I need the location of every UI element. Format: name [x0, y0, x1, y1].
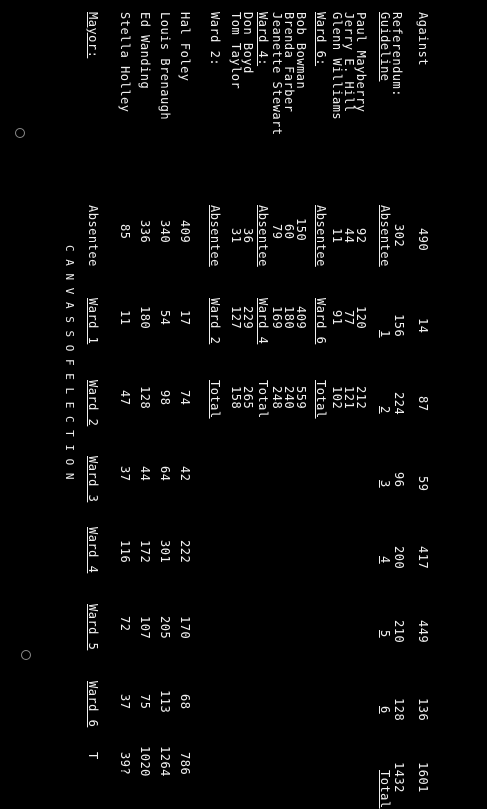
mayor-header-ward-6: Ward 6 [86, 681, 100, 728]
candidate-name: Jerry E. Hill [342, 12, 356, 113]
vote-count: 47 [118, 390, 132, 406]
mayor-header-ward-4: Ward 4 [86, 527, 100, 574]
question-label-line-1: Guideline [378, 12, 392, 82]
candidate-name: Paul Mayberry [354, 12, 368, 113]
vote-count: 98 [158, 390, 172, 406]
mayor-header-ward-1: Ward 1 [86, 298, 100, 345]
vote-count: 102 [330, 386, 344, 410]
vote-count: 64 [158, 466, 172, 482]
vote-count: 212 [354, 386, 368, 410]
vote-count: 68 [178, 694, 192, 710]
vote-count: 54 [158, 310, 172, 326]
vote-count: 37 [118, 466, 132, 482]
vote-count: 449 [416, 620, 430, 644]
vote-count: 74 [178, 390, 192, 406]
mayor-header-ward-5: Ward 5 [86, 604, 100, 651]
vote-count: 11 [330, 228, 344, 244]
question-header-ward-4: 4 [378, 556, 392, 564]
ward-6-header-total: Total [314, 380, 328, 419]
vote-count: 200 [392, 546, 406, 570]
vote-count: 60 [282, 224, 296, 240]
vote-count: 11 [118, 310, 132, 326]
vote-count: 120 [354, 306, 368, 330]
vote-count: 42 [178, 466, 192, 482]
vote-count: 559 [294, 386, 308, 410]
vote-count: 44 [342, 228, 356, 244]
punch-hole-mark [15, 128, 25, 138]
vote-count: 222 [178, 540, 192, 564]
ward-2-header-absentee: Absentee [208, 205, 222, 267]
candidate-name: Jeanette Stewart [270, 12, 284, 136]
vote-count: 116 [118, 540, 132, 564]
vote-count: 91 [330, 310, 344, 326]
vote-count: 248 [270, 386, 284, 410]
vote-count: 75 [138, 694, 152, 710]
vote-count: 169 [270, 306, 284, 330]
vote-count: 1020 [138, 746, 152, 777]
vote-count: 36 [241, 228, 255, 244]
vote-count: 79 [270, 224, 284, 240]
vote-count: 336 [138, 220, 152, 244]
against-label: Against [416, 12, 430, 67]
question-header-ward-2: 2 [378, 406, 392, 414]
vote-count: 302 [392, 224, 406, 248]
vote-count: 156 [392, 314, 406, 338]
ward-4-header-ward: Ward 4 [256, 298, 270, 345]
vote-count: 77 [342, 310, 356, 326]
vote-count: 136 [416, 698, 430, 722]
vote-count: 210 [392, 620, 406, 644]
vote-count: 265 [241, 386, 255, 410]
vote-count: 39? [118, 752, 132, 776]
vote-count: 85 [118, 224, 132, 240]
vote-count: 44 [138, 466, 152, 482]
vote-count: 340 [158, 220, 172, 244]
vote-count: 37 [118, 694, 132, 710]
ward-6-header-ward: Ward 6 [314, 298, 328, 345]
mayor-header-total: T [86, 752, 100, 760]
vote-count: 31 [229, 228, 243, 244]
vote-count: 1432 [392, 762, 406, 793]
vote-count: 14 [416, 318, 430, 334]
question-header-absentee: Absentee [378, 205, 392, 267]
vote-count: 224 [392, 392, 406, 416]
vote-count: 205 [158, 616, 172, 640]
candidate-name: Ed Wanding [138, 12, 152, 90]
vote-count: 59 [416, 476, 430, 492]
ward-2-heading: Ward 2: [208, 12, 222, 67]
ward-6-header-absentee: Absentee [314, 205, 328, 267]
vote-count: 409 [178, 220, 192, 244]
vote-count: 121 [342, 386, 356, 410]
vote-count: 417 [416, 546, 430, 570]
candidate-name: Glenn Williams [330, 12, 344, 121]
ward-4-header-total: Total [256, 380, 270, 419]
vote-count: 409 [294, 306, 308, 330]
mayor-header-ward-3: Ward 3 [86, 456, 100, 503]
vote-count: 87 [416, 396, 430, 412]
candidate-name: Hal Foley [178, 12, 192, 82]
candidate-name: Brenda Farber [282, 12, 296, 113]
ward-2-header-ward: Ward 2 [208, 298, 222, 345]
vote-count: 1264 [158, 746, 172, 777]
candidate-name: Don Boyd [241, 12, 255, 74]
vote-count: 180 [138, 306, 152, 330]
mayor-header-ward-2: Ward 2 [86, 380, 100, 427]
ward-4-heading: Ward 4: [256, 12, 270, 67]
vote-count: 180 [282, 306, 296, 330]
vote-count: 127 [229, 306, 243, 330]
candidate-name: Stella Holley [118, 12, 132, 113]
question-header-ward-1: 1 [378, 330, 392, 338]
vote-count: 786 [178, 752, 192, 776]
question-header-ward-6: 6 [378, 706, 392, 714]
vote-count: 92 [354, 228, 368, 244]
candidate-name: Louis Brenaugh [158, 12, 172, 121]
vote-count: 229 [241, 306, 255, 330]
question-label-line-2: Referendum: [390, 12, 404, 97]
mayor-heading: Mayor: [86, 12, 100, 59]
question-header-ward-3: 3 [378, 480, 392, 488]
vote-count: 107 [138, 616, 152, 640]
vote-count: 1601 [416, 762, 430, 793]
vote-count: 128 [138, 386, 152, 410]
vote-count: 172 [138, 540, 152, 564]
question-header-ward-5: 5 [378, 630, 392, 638]
vote-count: 240 [282, 386, 296, 410]
ward-4-header-absentee: Absentee [256, 205, 270, 267]
vote-count: 72 [118, 616, 132, 632]
document-title: C A N V A S S O F E L E C T I O N [63, 245, 76, 481]
vote-count: 17 [178, 310, 192, 326]
ward-2-header-total: Total [208, 380, 222, 419]
vote-count: 158 [229, 386, 243, 410]
candidate-name: Bob Bowman [294, 12, 308, 90]
vote-count: 301 [158, 540, 172, 564]
vote-count: 96 [392, 472, 406, 488]
mayor-header-absentee: Absentee [86, 205, 100, 267]
ward-6-heading: Ward 6: [314, 12, 328, 67]
vote-count: 150 [294, 218, 308, 242]
candidate-name: Tom Taylor [229, 12, 243, 90]
vote-count: 170 [178, 616, 192, 640]
vote-count: 128 [392, 698, 406, 722]
punch-hole-mark [21, 650, 31, 660]
vote-count: 490 [416, 228, 430, 252]
question-header-total: Total [378, 770, 392, 809]
vote-count: 113 [158, 690, 172, 714]
